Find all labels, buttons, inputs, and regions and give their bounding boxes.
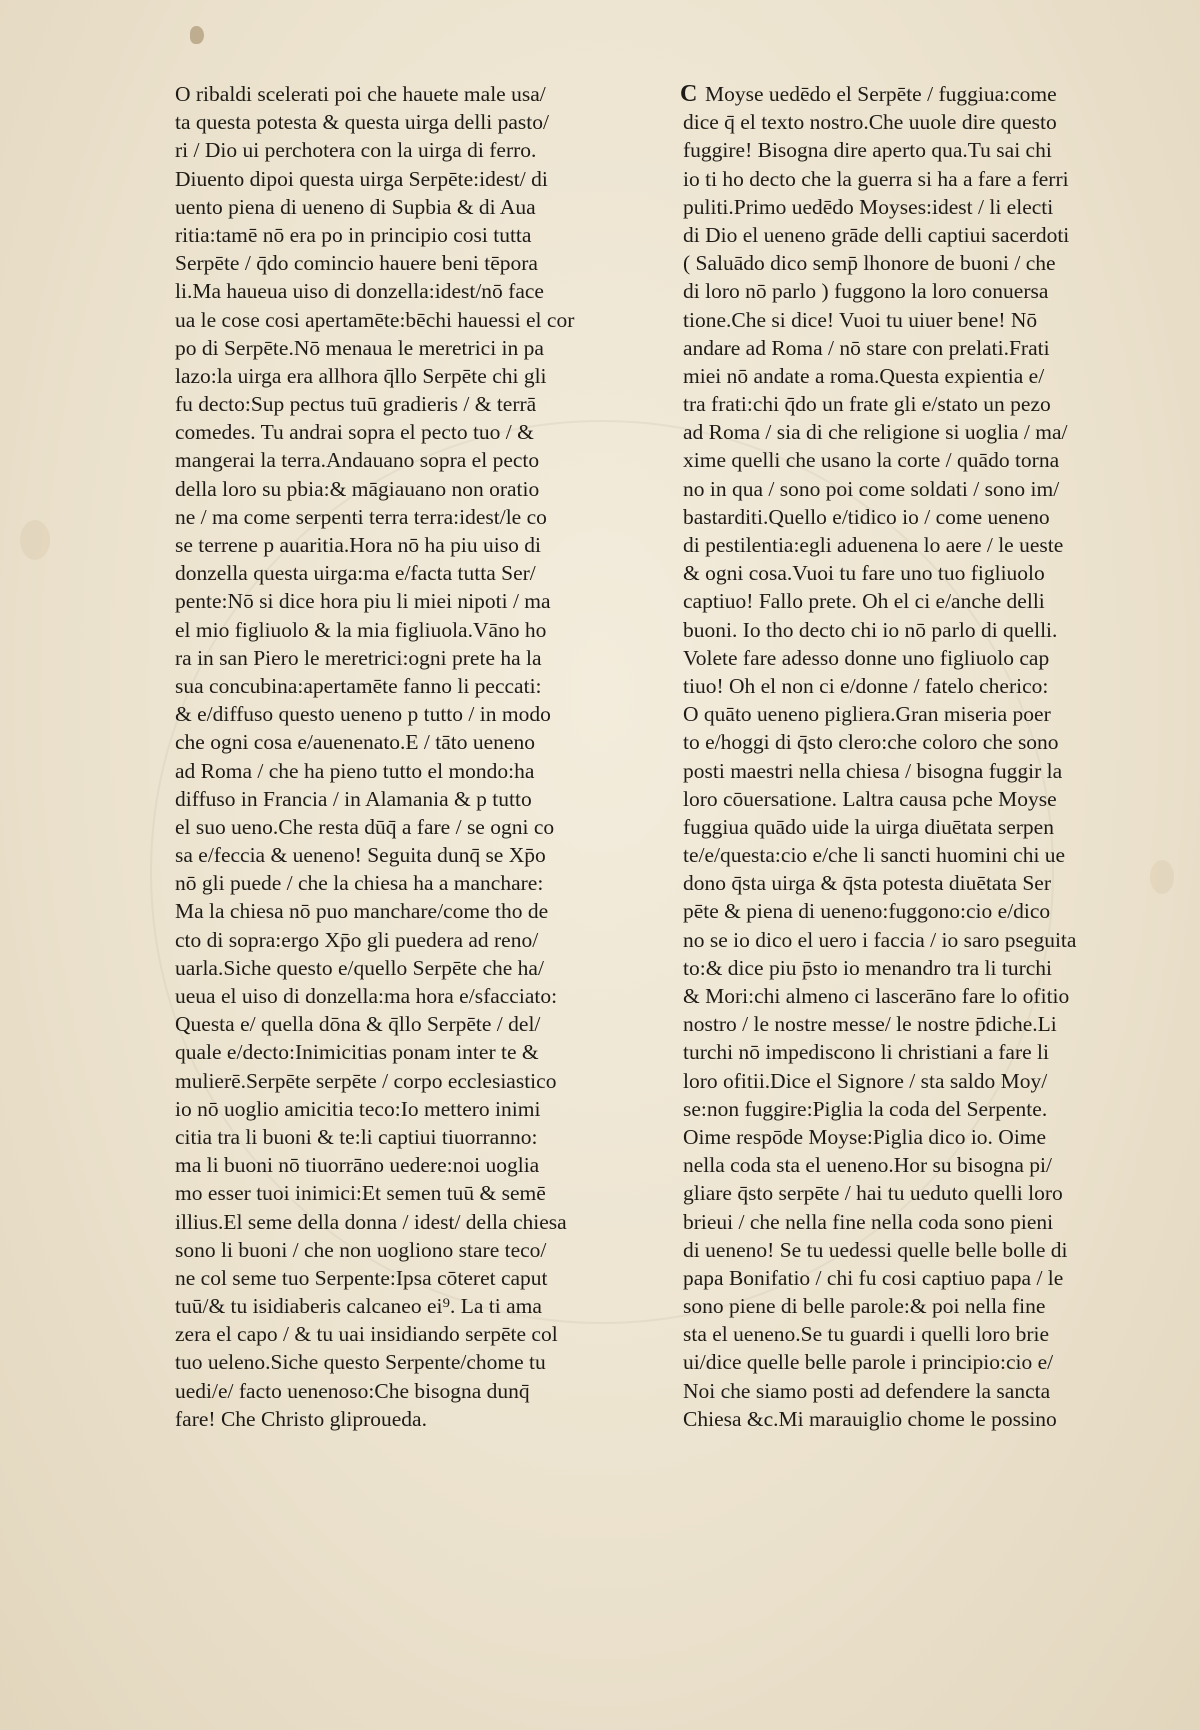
text-line: donzella questa uirga:ma e/facta tutta Ser/ bbox=[175, 561, 536, 586]
text-line: ne / ma come serpenti terra terra:idest/le co bbox=[175, 504, 547, 529]
right-text-column bbox=[680, 80, 1143, 1433]
text-line: mo esser tuoi inimici:Et semen tuū & semē bbox=[175, 1181, 546, 1206]
text-line: no in qua / sono poi come soldati / sono im/ bbox=[683, 476, 1060, 501]
text-line: zera el capo / & tu uai insidiando serpēte col bbox=[175, 1322, 558, 1347]
paper-stain bbox=[20, 520, 50, 560]
text-line: ta questa potesta & questa uirga delli pasto/ bbox=[175, 110, 549, 135]
text-line: di Dio el ueneno grāde delli captiui sacerdoti bbox=[683, 222, 1070, 247]
text-line: della loro su pbia:& māgiauano non oratio bbox=[175, 476, 540, 501]
paper-stain bbox=[1150, 860, 1174, 894]
text-line: fu decto:Sup pectus tuū gradieris / & terrā bbox=[175, 392, 537, 417]
text-line: dice q̄ el texto nostro.Che uuole dire questo bbox=[683, 110, 1057, 135]
text-line: se:non fuggire:Piglia la coda del Serpente. bbox=[683, 1096, 1048, 1121]
text-line: nostro / le nostre messe/ le nostre p̄diche.Li bbox=[683, 1012, 1057, 1037]
text-line: bastarditi.Quello e/tidico io / come ueneno bbox=[683, 504, 1050, 529]
text-line: & Mori:chi almeno ci lascerāno fare lo ofitio bbox=[683, 984, 1070, 1008]
initial-capital: C bbox=[680, 81, 698, 107]
text-line: uarla.Siche questo e/quello Serpēte che ha/ bbox=[175, 955, 544, 980]
text-line: Ma la chiesa nō puo manchare/come tho de bbox=[175, 899, 549, 924]
text-line: el mio figliuolo & la mia figliuola.Vāno ho bbox=[175, 617, 547, 642]
text-line: citia tra li buoni & te:li captiui tiuorranno: bbox=[175, 1124, 538, 1149]
text-line: ritia:tamē nō era po in principio cosi tutta bbox=[175, 222, 532, 247]
text-line: ua le cose cosi apertamēte:bēchi hauessi el cor bbox=[175, 307, 575, 332]
text-line: di pestilentia:egli aduenena lo aere / le ueste bbox=[683, 533, 1064, 557]
text-line: sta el ueneno.Se tu guardi i quelli loro brie bbox=[683, 1322, 1050, 1347]
text-line: di loro nō parlo ) fuggono la loro conuersa bbox=[683, 279, 1049, 304]
text-line: xime quelli che usano la corte / quādo torna bbox=[683, 448, 1060, 473]
text-line: ri / Dio ui perchotera con la uirga di ferro. bbox=[175, 138, 537, 163]
text-line: pēte & piena di ueneno:fuggono:cio e/dico bbox=[683, 899, 1051, 924]
text-line: papa Bonifatio / chi fu cosi captiuo papa / le bbox=[683, 1265, 1064, 1290]
text-line: ra in san Piero le meretrici:ogni prete ha la bbox=[175, 645, 542, 670]
text-line: te/e/questa:cio e/che li sancti huomini chi ue bbox=[683, 843, 1066, 868]
text-line: loro ofitii.Dice el Signore / sta saldo Moy/ bbox=[683, 1068, 1048, 1093]
text-line: Noi che siamo posti ad defendere la sancta bbox=[683, 1378, 1051, 1403]
text-line: Diuento dipoi questa uirga Serpēte:idest/ di bbox=[175, 166, 548, 191]
text-line: comedes. Tu andrai sopra el pecto tuo / & bbox=[175, 420, 534, 445]
text-line: & ogni cosa.Vuoi tu fare uno tuo figliuolo bbox=[683, 561, 1045, 586]
text-line: uedi/e/ facto uenenoso:Che bisogna dunq̄ bbox=[175, 1378, 530, 1403]
text-line: brieui / che nella fine nella coda sono pieni bbox=[683, 1209, 1054, 1234]
text-line: Chiesa &c.Mi marauiglio chome le possino bbox=[683, 1406, 1057, 1431]
ink-mark bbox=[190, 26, 204, 44]
text-line: to:& dice piu p̄sto io menandro tra li turchi bbox=[683, 955, 1053, 980]
text-line: miei nō andate a roma.Questa expientia e/ bbox=[683, 363, 1045, 388]
text-line: sua concubina:apertamēte fanno li peccati: bbox=[175, 673, 542, 698]
text-line: Moyse uedēdo el Serpēte / fuggiua:come bbox=[705, 82, 1057, 106]
text-line: buoni. Io tho decto chi io nō parlo di quelli. bbox=[683, 617, 1058, 642]
text-line: Volete fare adesso donne uno figliuolo cap bbox=[683, 645, 1050, 670]
text-line: gliare q̄sto serpēte / hai tu ueduto quelli loro bbox=[683, 1181, 1063, 1206]
text-line: mangerai la terra.Andauano sopra el pecto bbox=[175, 448, 540, 473]
text-line: ma li buoni nō tiuorrāno uedere:noi uoglia bbox=[175, 1153, 540, 1178]
text-line: lazo:la uirga era allhora q̄llo Serpēte chi gli bbox=[175, 363, 547, 388]
text-line: tione.Che si dice! Vuoi tu uiuer bene! Nō bbox=[683, 307, 1038, 332]
text-line: el suo ueno.Che resta dūq̄ a fare / se ogni co bbox=[175, 814, 555, 839]
text-line: dono q̄sta uirga & q̄sta potesta diuētata Ser bbox=[683, 871, 1052, 896]
text-line: sono piene di belle parole:& poi nella fine bbox=[683, 1294, 1046, 1319]
text-line: diffuso in Francia / in Alamania & p tutto bbox=[175, 786, 532, 811]
text-line: se terrene p auaritia.Hora nō ha piu uiso di bbox=[175, 533, 541, 557]
text-line: Serpēte / q̄do comincio hauere beni tēpora bbox=[175, 251, 538, 276]
text-line: sono li buoni / che non uogliono stare teco/ bbox=[175, 1237, 547, 1262]
text-line: ueua el uiso di donzella:ma hora e/sfacciato: bbox=[175, 984, 558, 1008]
text-line: & e/diffuso questo ueneno p tutto / in modo bbox=[175, 702, 551, 727]
text-line: turchi nō impediscono li christiani a fare li bbox=[683, 1040, 1049, 1065]
text-line: ad Roma / sia di che religione si uoglia / ma/ bbox=[683, 420, 1068, 445]
text-line: ui/dice quelle belle parole i principio:cio e/ bbox=[683, 1350, 1054, 1375]
text-line: captiuo! Fallo prete. Oh el ci e/anche delli bbox=[683, 589, 1045, 614]
text-line: Oime respōde Moyse:Piglia dico io. Oime bbox=[683, 1124, 1047, 1149]
text-line: tuū/& tu isidiaberis calcaneo ei⁹. La ti ama bbox=[175, 1294, 542, 1319]
text-line: O ribaldi scelerati poi che hauete male usa/ bbox=[175, 82, 546, 106]
text-line: tra frati:chi q̄do un frate gli e/stato un pezo bbox=[683, 392, 1051, 417]
text-line: andare ad Roma / nō stare con prelati.Frati bbox=[683, 335, 1050, 360]
text-line: tuo ueleno.Siche questo Serpente/chome tu bbox=[175, 1350, 546, 1375]
text-line: pente:Nō si dice hora piu li miei nipoti / ma bbox=[175, 589, 551, 614]
text-line: uento piena di ueneno di Supbia & di Aua bbox=[175, 194, 536, 219]
text-line: ( Saluādo dico semp̄ lhonore de buoni / che bbox=[683, 251, 1056, 276]
text-line: fuggiua quādo uide la uirga diuētata serpen bbox=[683, 814, 1054, 839]
text-line: che ogni cosa e/auenenato.E / tāto ueneno bbox=[175, 730, 535, 755]
text-line: puliti.Primo uedēdo Moyses:idest / li electi bbox=[683, 194, 1054, 219]
left-text-column bbox=[175, 80, 635, 1433]
text-line: io ti ho decto che la guerra si ha a fare a ferri bbox=[683, 166, 1069, 191]
text-line: ad Roma / che ha pieno tutto el mondo:ha bbox=[175, 758, 535, 783]
text-line: Questa e/ quella dōna & q̄llo Serpēte / del/ bbox=[175, 1012, 541, 1037]
text-line: nella coda sta el ueneno.Hor su bisogna pi/ bbox=[683, 1153, 1052, 1178]
text-line: loro cōuersatione. Laltra causa pche Moyse bbox=[683, 786, 1057, 811]
text-line: quale e/decto:Inimicitias ponam inter te & bbox=[175, 1040, 539, 1065]
text-line: fuggire! Bisogna dire aperto qua.Tu sai chi bbox=[683, 138, 1052, 163]
text-line: ne col seme tuo Serpente:Ipsa cōteret caput bbox=[175, 1265, 548, 1290]
text-line: po di Serpēte.Nō menaua le meretrici in pa bbox=[175, 335, 544, 360]
text-line: fare! Che Christo gliproueda. bbox=[175, 1406, 427, 1431]
text-line: no se io dico el uero i faccia / io saro pseguita bbox=[683, 927, 1077, 952]
text-line: sa e/feccia & ueneno! Seguita dunq̄ se Xp̄o bbox=[175, 843, 546, 868]
text-line: posti maestri nella chiesa / bisogna fuggir la bbox=[683, 758, 1063, 783]
text-line: cto di sopra:ergo Xp̄o gli puedera ad reno/ bbox=[175, 927, 539, 952]
text-line: li.Ma haueua uiso di donzella:idest/nō face bbox=[175, 279, 544, 304]
text-line: nō gli puede / che la chiesa ha a manchare: bbox=[175, 871, 544, 896]
text-line: illius.El seme della donna / idest/ della chiesa bbox=[175, 1209, 567, 1234]
text-line: to e/hoggi di q̄sto clero:che coloro che sono bbox=[683, 730, 1059, 755]
text-line: di ueneno! Se tu uedessi quelle belle bolle di bbox=[683, 1237, 1068, 1262]
text-line: io nō uoglio amicitia teco:Io mettero inimi bbox=[175, 1096, 541, 1121]
text-line: tiuo! Oh el non ci e/donne / fatelo cherico: bbox=[683, 673, 1049, 698]
text-line: mulierē.Serpēte serpēte / corpo ecclesiastico bbox=[175, 1068, 557, 1093]
text-line: O quāto ueneno pigliera.Gran miseria poer bbox=[683, 702, 1051, 727]
